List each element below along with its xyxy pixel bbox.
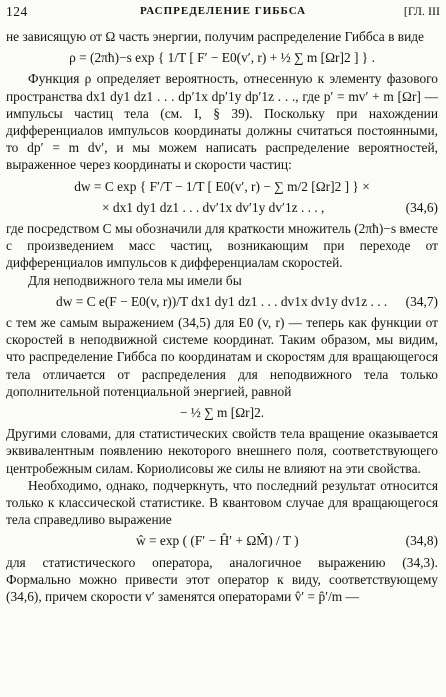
page-header	[6, 4, 440, 22]
page-number: 124	[6, 4, 28, 19]
paragraph: Другими словами, для статистических свойств тела вращение оказывается эквивалентным появлению некоторого внешнего поля, соответствующего центробежным силам. Кориолисовы же силы не влияют на эти свойства.	[6, 426, 438, 476]
body-text	[6, 28, 438, 605]
paragraph: где посредством C мы обозначили для краткости множитель (2πħ)−s вместе с произведением масс частиц, возникающим при переходе от дифференциалов импульсов к дифференциалам скоростей.	[6, 221, 438, 271]
paragraph: Функция ρ определяет вероятность, отнесенную к элементу фазового пространства dx1 dy1 dz1 . . . dp′1x dp′1y dp′1z . . ., где p′ = mv′ + m [Ωr] — импульсы частиц тела (см. I, § 39). Поскольку при нахождении дифференциалов импульсов координаты должны считаться постоянными, то dp′ = m dv′, и мы можем написать распределение вероятностей, выраженное через координаты и скорости частиц:	[6, 71, 438, 173]
formula-quantum: ŵ = exp ( (F′ − Ĥ′ + ΩM̂) / T )	[136, 533, 299, 549]
paragraph: не зависящую от Ω часть энергии, получим распределение Гиббса в виде	[6, 29, 424, 44]
chapter-marker: [ГЛ. III	[403, 4, 440, 18]
equation-number: (34,8)	[405, 533, 438, 549]
equation-number: (34,6)	[405, 199, 438, 215]
paragraph: для статистического оператора, аналогичное выражению (34,3). Формально можно привести этот оператор к виду, соответствующему (34,6), причем скорости v′ заменятся операторами v̂′ = p̂′/m —	[6, 554, 438, 605]
paragraph: с тем же самым выражением (34,5) для E0 (v, r) — теперь как функции от скоростей в неподвижной системе координат. Таким образом, мы видим, что распределение Гиббса по координатам и скоростям для вращающегося тела отличается от распределения для неподвижного тела только дополнительной потенциальной энергией, равной	[6, 315, 438, 399]
formula-dw-line2-row	[6, 199, 438, 216]
formula-stationary-row	[6, 293, 438, 310]
formula-centrifugal: − ½ ∑ m [Ωr]2.	[179, 405, 265, 421]
formula-dw-line1: dw = C exp { F′/T − 1/T [ E0(v′, r) − ∑ m/2 [Ωr]2 ] } ×	[74, 178, 370, 194]
formula-quantum-row	[6, 532, 438, 549]
formula-gibbs-rotating: ρ = (2πħ)−s exp { 1/T [ F′ − E0(v′, r) + ½ ∑ m [Ωr]2 ] } .	[69, 50, 375, 66]
running-title: РАСПРЕДЕЛЕНИЕ ГИББСА	[139, 5, 307, 17]
paragraph: Необходимо, однако, подчеркнуть, что последний результат относится только к классической статистике. В квантовом случае для вращающегося тела справедливо выражение	[6, 477, 438, 528]
equation-number: (34,7)	[405, 293, 438, 309]
formula-stationary: dw = C e(F − E0(v, r))/T dx1 dy1 dz1 . . . dv1x dv1y dv1z . . .	[56, 293, 388, 309]
paragraph: Для неподвижного тела мы имели бы	[28, 272, 242, 288]
formula-dw-line2: × dx1 dy1 dz1 . . . dv′1x dv′1y dv′1z . . . ,	[102, 199, 325, 215]
